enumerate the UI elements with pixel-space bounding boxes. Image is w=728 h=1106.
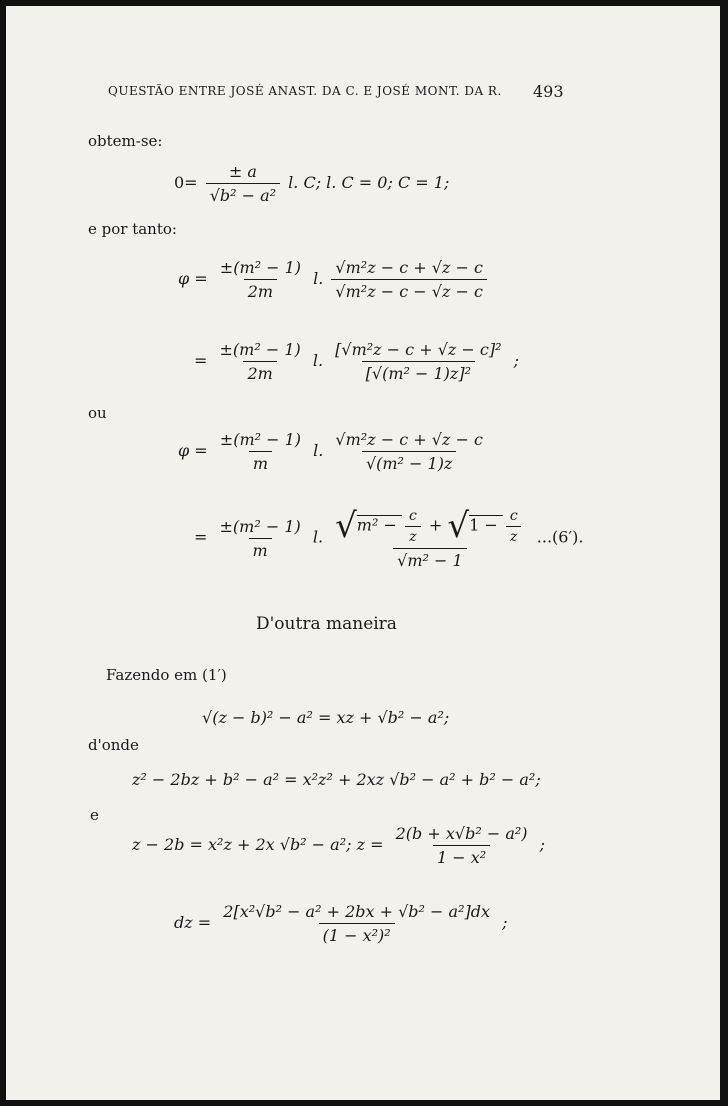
equation-8: z − 2b = x²z + 2x √b² − a²; z = $\frac{\text{2(b + x√b² − a²)}}{\text{1 − x²}}$ ; <box>132 824 545 867</box>
book-page <box>6 6 720 1100</box>
equation-6: √(z − b)² − a² = xz + √b² − a²; <box>202 708 450 727</box>
running-header: QUESTÃO ENTRE JOSÉ ANAST. DA C. E JOSÉ MONT. DA R. <box>108 84 502 98</box>
section-heading: D'outra maneira <box>256 614 397 634</box>
equation-7: z² − 2bz + b² − a² = x²z² + 2xz √b² − a² + b² − a²; <box>132 770 541 789</box>
equation-9: dz = $\frac{\text{2[x²√b² − a² + 2bx + √b² − a²]dx}}{\text{(1 − x²)²}}$ ; <box>174 902 508 945</box>
paragraph-donde: d'onde <box>88 736 139 754</box>
paragraph-ou: ou <box>88 404 107 422</box>
paragraph-por-tanto: e por tanto: <box>88 220 177 238</box>
paragraph-e: e <box>90 806 99 824</box>
equation-2: φ = $\frac{\text{±(m² − 1)}}{2m}$ l. $\frac{\text{√m²z − c + √z − c}}{\text{√m²z − c − √z − c}}$ <box>178 258 490 301</box>
equation-3: = $\frac{\text{±(m² − 1)}}{2m}$ l. $\frac{\text{[√m²z − c + √z − c]²}}{\text{[√(m² − 1)z]²}}$ ; <box>194 340 519 383</box>
equation-5: = $\frac{\text{±(m² − 1)}}{m}$ l. √m² − $\frac{c}{z}$ + √1 − $\frac{c}{z}$ √m² − 1 ...(6′). <box>194 506 584 570</box>
paragraph-obtem-se: obtem-se: <box>88 132 163 150</box>
equation-1: 0= $\frac{\pm a}{\text{√b² − a²}}$ l. C; l. C = 0; C = 1; <box>174 162 450 205</box>
equation-4: φ = $\frac{\text{±(m² − 1)}}{m}$ l. $\frac{\text{√m²z − c + √z − c}}{\text{√(m² − 1)z}}$ <box>178 430 483 473</box>
page-number: 493 <box>533 82 564 101</box>
paragraph-fazendo: Fazendo em (1′) <box>106 666 227 684</box>
